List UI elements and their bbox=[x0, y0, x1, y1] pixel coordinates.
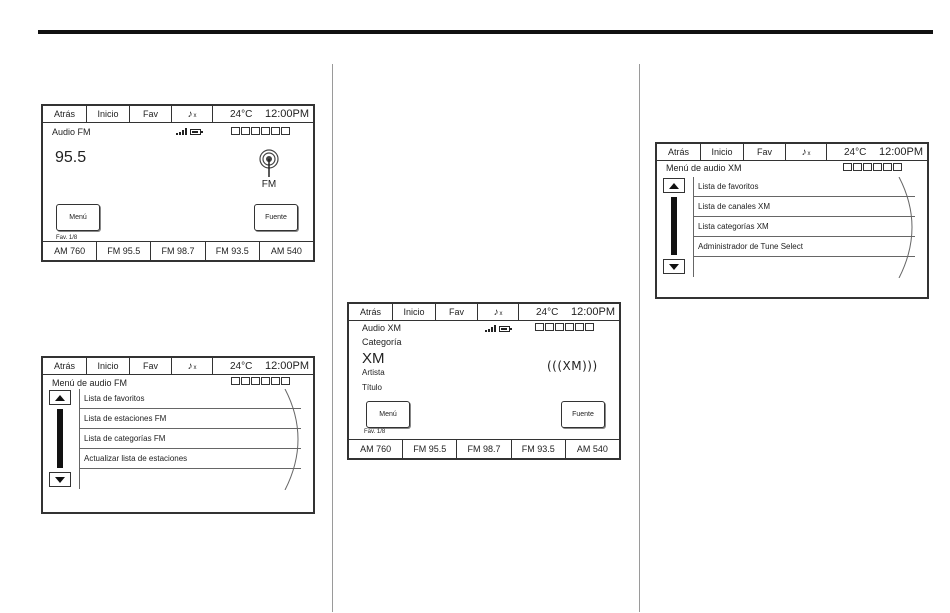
xm-menu-screen bbox=[655, 142, 929, 299]
fm-antenna-icon bbox=[249, 149, 289, 193]
menu-button[interactable]: Menú bbox=[56, 204, 100, 231]
arrow-up-icon bbox=[669, 183, 679, 189]
scroll-up-button[interactable] bbox=[663, 178, 685, 193]
menu-edge-curve bbox=[897, 177, 929, 278]
preset-button[interactable]: AM 540 bbox=[576, 444, 608, 454]
menu-item-favorites[interactable]: Lista de favoritos bbox=[80, 389, 301, 409]
scroll-control bbox=[663, 178, 685, 274]
status-info bbox=[213, 358, 313, 374]
menu-item-category-list[interactable]: Lista categorías XM bbox=[694, 217, 915, 237]
tune-button[interactable] bbox=[478, 304, 519, 320]
back-button[interactable]: Atrás bbox=[657, 144, 701, 160]
menu-item-empty bbox=[80, 469, 301, 489]
status-icon-3 bbox=[251, 377, 260, 385]
battery-icon bbox=[190, 129, 201, 135]
home-button[interactable]: Inicio bbox=[87, 358, 130, 374]
screen-subtitle: Audio FM bbox=[52, 127, 91, 137]
menu-item-favorites[interactable]: Lista de favoritos bbox=[694, 177, 915, 197]
status-icon-strip bbox=[231, 127, 290, 135]
status-icon-strip bbox=[535, 323, 594, 331]
tune-sub-label: x bbox=[193, 364, 197, 371]
tune-button[interactable] bbox=[786, 144, 827, 160]
tune-sub-label: x bbox=[193, 112, 197, 119]
page-header-rule bbox=[38, 30, 933, 34]
status-icon-6 bbox=[893, 163, 902, 171]
preset-button[interactable]: AM 760 bbox=[349, 440, 403, 458]
top-bar bbox=[349, 304, 619, 321]
clock: 12:00PM bbox=[570, 306, 615, 318]
status-icon-6 bbox=[585, 323, 594, 331]
artist-label: Artista bbox=[362, 368, 385, 377]
status-icon-4 bbox=[261, 377, 270, 385]
status-icon-2 bbox=[241, 127, 250, 135]
tune-sub-label: x bbox=[499, 310, 503, 317]
status-icon-4 bbox=[873, 163, 882, 171]
clock: 12:00PM bbox=[878, 146, 923, 158]
status-icon-2 bbox=[545, 323, 554, 331]
preset-button[interactable]: AM 760 bbox=[43, 242, 97, 260]
tune-button[interactable] bbox=[172, 106, 213, 122]
source-button[interactable]: Fuente bbox=[561, 401, 605, 428]
status-icon-2 bbox=[241, 377, 250, 385]
menu-list bbox=[693, 177, 915, 277]
temperature: 24°C bbox=[230, 108, 253, 120]
status-info bbox=[213, 106, 313, 122]
back-button[interactable]: Atrás bbox=[349, 304, 393, 320]
tune-icon: ♪ bbox=[187, 108, 193, 120]
status-icon-2 bbox=[853, 163, 862, 171]
fm-menu-screen bbox=[41, 356, 315, 514]
menu-item-category-list[interactable]: Lista de categorías FM bbox=[80, 429, 301, 449]
xm-audio-screen bbox=[347, 302, 621, 460]
status-icon-strip bbox=[231, 377, 290, 385]
menu-button[interactable]: Menú bbox=[366, 401, 410, 428]
menu-item-empty bbox=[694, 257, 915, 277]
preset-button[interactable]: FM 98.7 bbox=[457, 440, 511, 458]
radio-waves-icon bbox=[257, 149, 281, 179]
arrow-down-icon bbox=[55, 477, 65, 483]
scroll-control bbox=[49, 390, 71, 487]
arrow-up-icon bbox=[55, 395, 65, 401]
scroll-down-button[interactable] bbox=[663, 259, 685, 274]
menu-title: Menú de audio XM bbox=[666, 163, 742, 173]
status-icon-5 bbox=[575, 323, 584, 331]
back-button[interactable]: Atrás bbox=[43, 358, 87, 374]
preset-button[interactable]: FM 95.5 bbox=[97, 242, 151, 260]
clock: 12:00PM bbox=[264, 108, 309, 120]
menu-title: Menú de audio FM bbox=[52, 378, 128, 388]
tune-icon: ♪ bbox=[187, 360, 193, 372]
channel-display: XM bbox=[362, 350, 385, 367]
status-icon-4 bbox=[261, 127, 270, 135]
tune-button[interactable] bbox=[172, 358, 213, 374]
status-icon-1 bbox=[231, 377, 240, 385]
status-icon-3 bbox=[555, 323, 564, 331]
fav-button[interactable]: Fav bbox=[744, 144, 786, 160]
status-icon-6 bbox=[281, 377, 290, 385]
signal-strength-icon bbox=[485, 325, 496, 332]
home-button[interactable]: Inicio bbox=[393, 304, 436, 320]
preset-button[interactable]: AM 540 bbox=[270, 246, 302, 256]
fav-page-indicator: Fav. 1/8 bbox=[364, 429, 386, 435]
scrollbar[interactable] bbox=[671, 197, 677, 255]
home-button[interactable]: Inicio bbox=[87, 106, 130, 122]
status-icon-1 bbox=[535, 323, 544, 331]
preset-bar bbox=[43, 241, 313, 260]
scroll-up-button[interactable] bbox=[49, 390, 71, 405]
status-icon-4 bbox=[565, 323, 574, 331]
status-icons bbox=[176, 128, 201, 135]
menu-item-refresh-stations[interactable]: Actualizar lista de estaciones bbox=[80, 449, 301, 469]
tune-sub-label: x bbox=[807, 150, 811, 157]
top-bar bbox=[43, 358, 313, 375]
fm-audio-screen bbox=[41, 104, 315, 262]
status-info bbox=[827, 144, 927, 160]
status-icon-5 bbox=[271, 377, 280, 385]
menu-item-channel-list[interactable]: Lista de canales XM bbox=[694, 197, 915, 217]
preset-bar bbox=[349, 439, 619, 458]
status-icon-3 bbox=[863, 163, 872, 171]
fav-page-indicator: Fav. 1/8 bbox=[56, 235, 78, 241]
menu-item-tune-select[interactable]: Administrador de Tune Select bbox=[694, 237, 915, 257]
scroll-down-button[interactable] bbox=[49, 472, 71, 487]
frequency-display: 95.5 bbox=[55, 149, 87, 166]
status-icon-1 bbox=[231, 127, 240, 135]
fav-button[interactable]: Fav bbox=[130, 358, 172, 374]
top-bar bbox=[43, 106, 313, 123]
home-button[interactable]: Inicio bbox=[701, 144, 744, 160]
temperature: 24°C bbox=[230, 360, 253, 372]
column-divider-right bbox=[639, 64, 640, 612]
status-info bbox=[519, 304, 619, 320]
band-label: FM bbox=[261, 179, 277, 190]
status-icon-1 bbox=[843, 163, 852, 171]
fav-button[interactable]: Fav bbox=[130, 106, 172, 122]
arrow-down-icon bbox=[669, 264, 679, 270]
screen-subtitle: Audio XM bbox=[362, 323, 402, 333]
status-icon-5 bbox=[271, 127, 280, 135]
tune-icon: ♪ bbox=[493, 306, 499, 318]
temperature: 24°C bbox=[844, 146, 867, 158]
status-icon-strip bbox=[843, 163, 902, 171]
tune-icon: ♪ bbox=[801, 146, 807, 158]
preset-button[interactable]: FM 95.5 bbox=[403, 440, 457, 458]
menu-item-station-list[interactable]: Lista de estaciones FM bbox=[80, 409, 301, 429]
preset-button[interactable]: FM 93.5 bbox=[206, 242, 260, 260]
category-label: Categoría bbox=[362, 337, 402, 347]
menu-edge-curve bbox=[283, 389, 315, 490]
battery-icon bbox=[499, 326, 510, 332]
preset-button[interactable]: FM 93.5 bbox=[512, 440, 566, 458]
temperature: 24°C bbox=[536, 306, 559, 318]
status-icon-5 bbox=[883, 163, 892, 171]
back-button[interactable]: Atrás bbox=[43, 106, 87, 122]
title-label: Título bbox=[362, 383, 383, 392]
preset-button[interactable]: FM 98.7 bbox=[151, 242, 205, 260]
status-icon-3 bbox=[251, 127, 260, 135]
status-icons bbox=[485, 325, 510, 332]
fav-button[interactable]: Fav bbox=[436, 304, 478, 320]
signal-strength-icon bbox=[176, 128, 187, 135]
scrollbar[interactable] bbox=[57, 409, 63, 468]
column-divider-left bbox=[332, 64, 333, 612]
source-button[interactable]: Fuente bbox=[254, 204, 298, 231]
clock: 12:00PM bbox=[264, 360, 309, 372]
menu-list bbox=[79, 389, 301, 489]
status-icon-6 bbox=[281, 127, 290, 135]
top-bar bbox=[657, 144, 927, 161]
xm-logo: (((XM))) bbox=[547, 359, 598, 373]
